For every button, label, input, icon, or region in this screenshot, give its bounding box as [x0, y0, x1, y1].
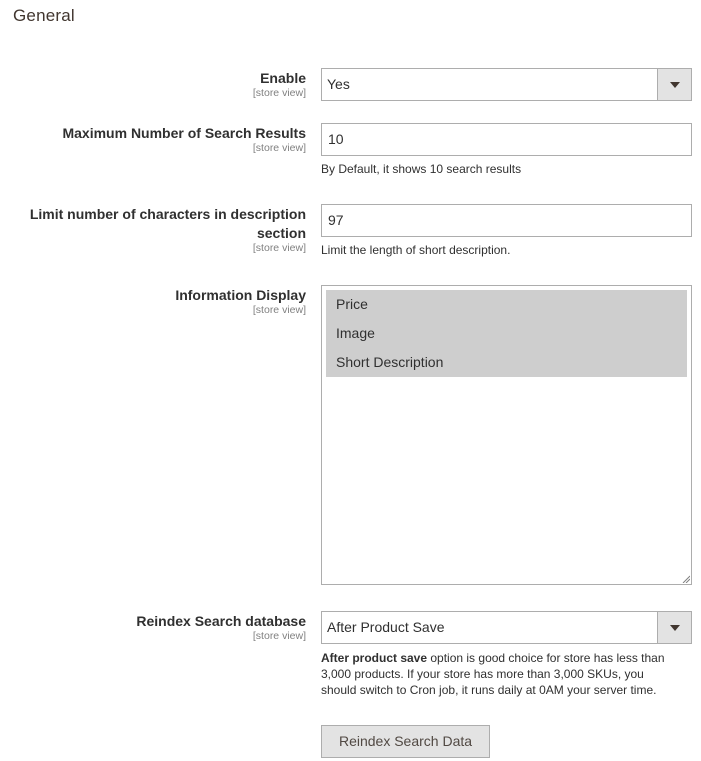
reindex-note-line3: should switch to Cron job, it runs daily at 0AM your server time.	[321, 683, 657, 697]
enable-select-value: Yes	[327, 76, 350, 92]
max-results-scope: [store view]	[252, 142, 306, 154]
desc-limit-input[interactable]: 97	[321, 204, 692, 237]
desc-limit-label-line1: Limit number of characters in description	[29, 206, 306, 222]
enable-label: Enable	[260, 70, 306, 86]
max-results-label: Maximum Number of Search Results	[62, 125, 306, 141]
reindex-search-data-button[interactable]: Reindex Search Data	[321, 725, 490, 758]
section-title: General	[13, 6, 75, 25]
desc-limit-note: Limit the length of short description.	[321, 243, 511, 257]
enable-select-arrow[interactable]	[657, 69, 691, 100]
reindex-note-bold: After product save	[321, 651, 428, 665]
enable-select[interactable]	[321, 68, 692, 101]
max-results-note: By Default, it shows 10 search results	[321, 162, 522, 176]
reindex-note-rest: option is good choice for store has less than	[427, 651, 665, 665]
info-display-label: Information Display	[175, 287, 306, 303]
chevron-down-icon	[670, 625, 680, 631]
info-display-option-image[interactable]: Image	[326, 319, 687, 348]
info-display-option-price[interactable]: Price	[326, 290, 687, 319]
reindex-select[interactable]	[321, 611, 692, 644]
desc-limit-label-line2: section	[256, 225, 306, 241]
reindex-label: Reindex Search database	[136, 613, 306, 629]
reindex-select-value: After Product Save	[327, 619, 445, 635]
info-display-option-short-description[interactable]: Short Description	[326, 348, 687, 377]
reindex-scope: [store view]	[252, 630, 306, 642]
reindex-note-line2: 3,000 products. If your store has more than 3,000 SKUs, you	[321, 667, 644, 681]
info-display-multiselect[interactable]	[321, 285, 692, 585]
info-display-scope: [store view]	[252, 304, 306, 316]
chevron-down-icon	[670, 82, 680, 88]
desc-limit-scope: [store view]	[252, 242, 306, 254]
max-results-input[interactable]: 10	[321, 123, 692, 156]
reindex-select-arrow[interactable]	[657, 612, 691, 643]
reindex-note-line1	[321, 650, 665, 666]
resize-handle-icon[interactable]	[682, 575, 690, 583]
enable-scope: [store view]	[252, 87, 306, 99]
reindex-note	[321, 650, 665, 698]
